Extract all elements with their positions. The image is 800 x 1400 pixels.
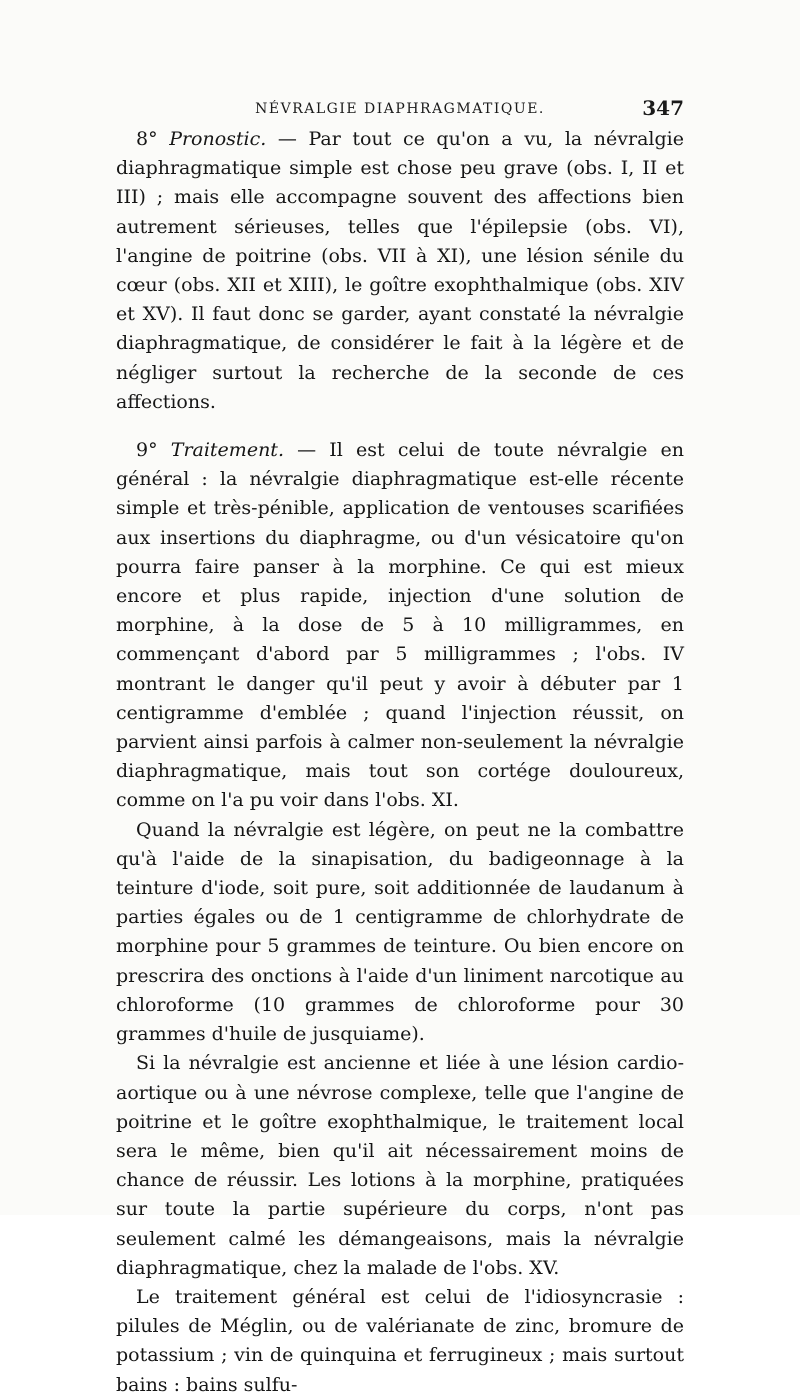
paragraph-body: — Il est celui de toute névralgie en général : la névralgie diaphragmatique est-elle récente simple et très-pénible, application de ventouses scarifiées aux insertions du diaphragme, ou d'un vésicatoire qu'on pourra faire panser à la morphine. Ce qui est mieux encore et plus rapide, injection d'une solution de morphine, à la dose de 5 à 10 milligrammes, en commençant d'abord par 5 milligrammes ; l'obs. IV montrant le danger qu'il peut y avoir à débuter par 1 centigramme d'emblée ; quand l'injection réussit, on parvient ainsi parfois à calmer non-seulement la névralgie diaphragmatique, mais tout son cortége douloureux, comme on l'a pu voir dans l'obs. XI. bbox=[116, 439, 684, 812]
paragraph: Le traitement général est celui de l'idiosyncrasie : pilules de Méglin, ou de valérianate de zinc, bromure de potassium ; vin de quinquina et ferrugineux ; mais surtout bains : bains sulfu- bbox=[116, 1285, 684, 1396]
paragraph-body: — Par tout ce qu'on a vu, la névralgie diaphragmatique simple est chose peu grave (obs. I, II et III) ; mais elle accompagne souvent des affections bien autrement sérieuses, telles que l'épilepsie (obs. VI), l'angine de poitrine (obs. VII à XI), une lésion sénile du cœur (obs. XII et XIII), le goître exophthalmique (obs. XIV et XV). Il faut donc se garder, ayant constaté la névralgie diaphragmatique, de considérer le fait à la légère et de négliger surtout la recherche de la seconde de ces affections. bbox=[116, 128, 684, 413]
running-title: NÉVRALGIE DIAPHRAGMATIQUE. bbox=[255, 101, 545, 117]
paragraph-pronostic bbox=[116, 125, 684, 417]
paragraph-traitement bbox=[116, 436, 684, 816]
page-header bbox=[116, 98, 684, 122]
section-title-pronostic: Pronostic. bbox=[169, 128, 267, 150]
body-text bbox=[116, 125, 684, 1400]
paragraph: Quand la névralgie est légère, on peut ne la combattre qu'à l'aide de la sinapisation, du badigeonnage à la teinture d'iode, soit pure, soit additionnée de laudanum à parties égales ou de 1 centigramme de chlorhydrate de morphine pour 5 grammes de teinture. Ou bien encore on prescrira des onctions à l'aide d'un liniment narcotique au chloroforme (10 grammes de chloroforme pour 30 grammes d'huile de jusquiame). bbox=[116, 818, 684, 1046]
section-title-traitement: Traitement. bbox=[170, 439, 284, 462]
section-number: 9° bbox=[136, 439, 158, 462]
section-number: 8° bbox=[136, 128, 158, 150]
paragraph: Si la névralgie est ancienne et liée à une lésion cardio-aortique ou à une névrose complexe, telle que l'angine de poitrine et le goître exophthalmique, le traitement local sera le même, bien qu'il ait nécessairement moins de chance de réussir. Les lotions à la morphine, pratiquées sur toute la partie supérieure du corps, n'ont pas seulement calmé les démangeaisons, mais la névralgie diaphragmatique, chez la malade de l'obs. XV. bbox=[116, 1052, 684, 1279]
page-number: 347 bbox=[642, 96, 684, 120]
